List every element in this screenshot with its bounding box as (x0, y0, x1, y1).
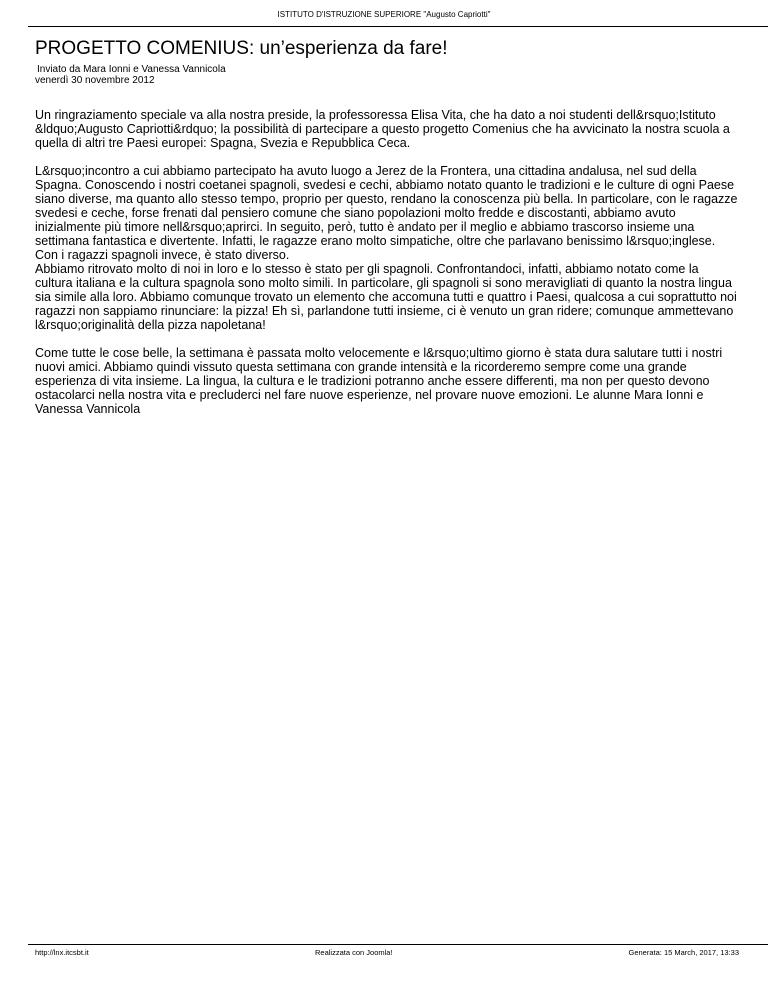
footer-credit: Realizzata con Joomla! (315, 948, 393, 957)
footer-url: http://lnx.itcsbt.it (35, 948, 89, 957)
article-date: venerdì 30 novembre 2012 (35, 75, 155, 86)
article-paragraph: L&rsquo;incontro a cui abbiamo partecipato ha avuto luogo a Jerez de la Frontera, una cittadina andalusa, nel sud della Spagna. Conoscendo i nostri coetanei spagnoli, svedesi e cechi, abbiamo notato quanto le tradizioni e le culture di ogni Paese siano diverse, ma quanto allo stesso tempo, proprio per questo, rendano la conoscenza più bella. In particolare, con le ragazze svedesi e ceche, forse frenati dal pensiero comune che siano popolazioni molto fredde e discostanti, abbiamo avuto inizialmente più timore nell&rsquo;aprirci. In seguito, però, tutto è andato per il meglio e abbiamo trascorso insieme una settimana fantastica e divertente. Infatti, le ragazze erano molto simpatiche, oltre che parlavano benissimo l&rsquo;inglese. Con i ragazzi spagnoli invece, è stato diverso. (35, 164, 738, 262)
article-title: PROGETTO COMENIUS: un’esperienza da fare! (35, 38, 448, 59)
article-meta (35, 64, 635, 86)
article-paragraph: Un ringraziamento speciale va alla nostra preside, la professoressa Elisa Vita, che ha dato a noi studenti dell&rsquo;Istituto &ldquo;Augusto Capriotti&rdquo; la possibilità di partecipare a questo progetto Comenius che ha avvicinato la nostra scuola a quella di altri tre Paesi europei: Spagna, Svezia e Repubblica Ceca. (35, 108, 730, 150)
page-footer (35, 948, 739, 958)
article-paragraph: Come tutte le cose belle, la settimana è passata molto velocemente e l&rsquo;ultimo giorno è stata dura salutare tutti i nostri nuovi amici. Abbiamo quindi vissuto questa settimana con grande intensità e la ricorderemo sempre come una grande esperienza di vita insieme. La lingua, la cultura e le tradizioni potranno anche essere differenti, ma non per questo devono ostacolarci nella nostra vita e precluderci nel fare nuove esperienze, nel provare nuove emozioni. Le alunne Mara Ionni e Vanessa Vannicola (35, 346, 723, 416)
article-paragraph: Abbiamo ritrovato molto di noi in loro e lo stesso è stato per gli spagnoli. Confrontandoci, infatti, abbiamo notato come la cultura italiana e la cultura spagnola sono molto simili. In particolare, gli spagnoli si sono meravigliati di quanto la nostra lingua sia simile alla loro. Abbiamo comunque trovato un elemento che accomuna tutti e quattro i Paesi, qualcosa a cui soprattutto noi ragazzi non sappiamo rinunciare: la pizza! Eh sì, parlandone tutti insieme, ci è venuto un gran ridere; comunque ammettevano l&rsquo;originalità della pizza napoletana! (35, 262, 737, 332)
footer-generated: Generata: 15 March, 2017, 13:33 (628, 948, 739, 957)
footer-divider (28, 944, 768, 945)
header-divider (28, 26, 768, 27)
header-institution: ISTITUTO D'ISTRUZIONE SUPERIORE "Augusto Capriotti" (277, 10, 491, 19)
article-body (35, 108, 739, 430)
article-author: Inviato da Mara Ionni e Vanessa Vannicola (37, 64, 226, 75)
